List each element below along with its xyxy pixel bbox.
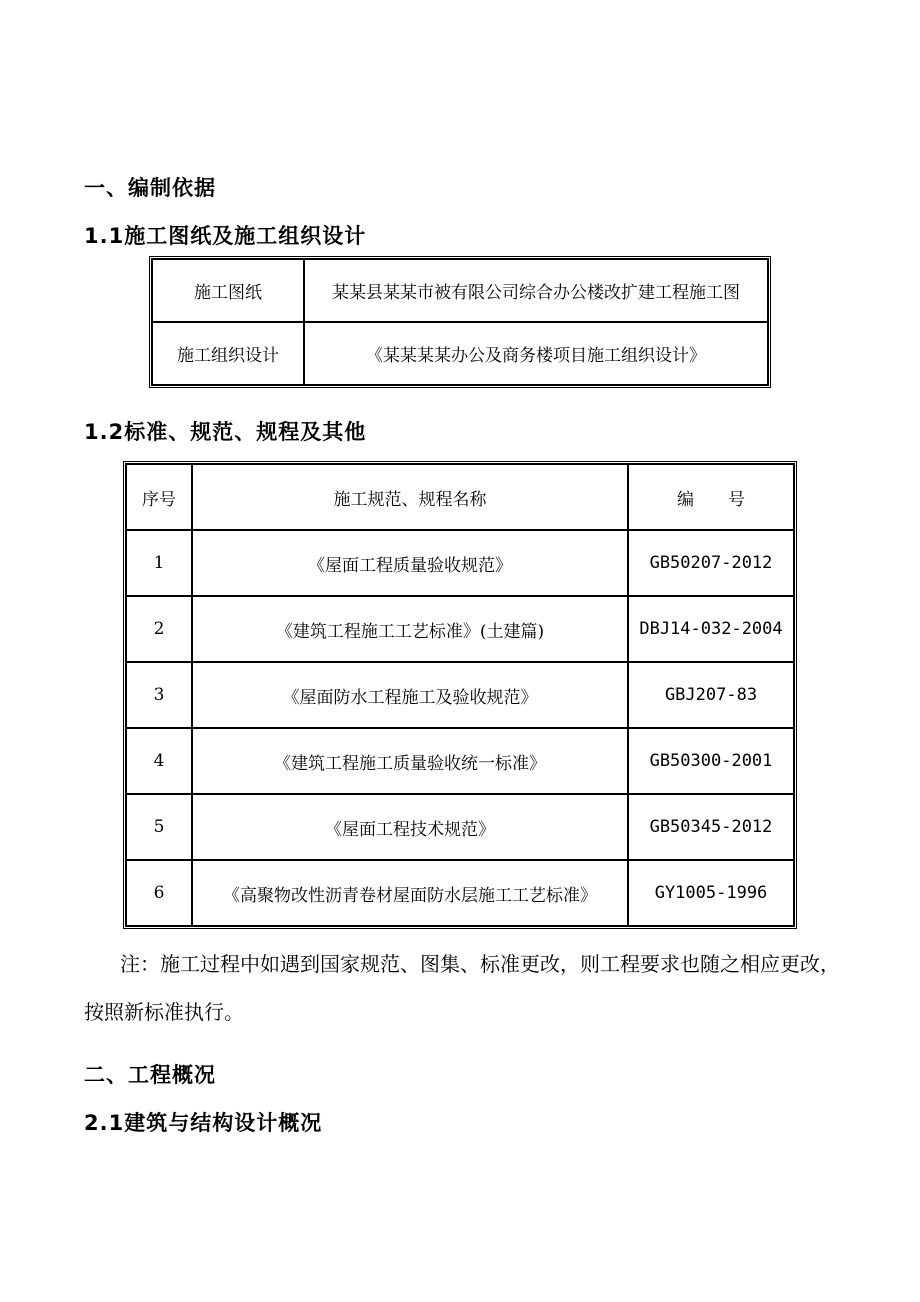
row-name: 《高聚物改性沥青卷材屋面防水层施工工艺标准》 xyxy=(192,860,628,926)
subsection-1-1-title: 1.1施工图纸及施工组织设计 xyxy=(84,224,367,248)
row-code: GB50207-2012 xyxy=(628,530,794,596)
subsection-2-1-title: 2.1建筑与结构设计概况 xyxy=(84,1111,323,1135)
row-code: DBJ14-032-2004 xyxy=(628,596,794,662)
row-name: 《屋面防水工程施工及验收规范》 xyxy=(192,662,628,728)
row-no: 1 xyxy=(126,530,192,596)
table-row xyxy=(126,530,794,596)
section-2-title: 二、工程概况 xyxy=(84,1063,216,1087)
standards-table xyxy=(123,461,797,929)
row-no: 6 xyxy=(126,860,192,926)
org-design-value: 《某某某某办公及商务楼项目施工组织设计》 xyxy=(304,322,768,385)
table-row xyxy=(126,794,794,860)
drawings-table xyxy=(149,256,771,388)
drawings-value: 某某县某某巿被有限公司综合办公楼改扩建工程施工图 xyxy=(304,259,768,322)
row-code: GY1005-1996 xyxy=(628,860,794,926)
header-no: 序号 xyxy=(126,464,192,530)
table-row xyxy=(126,728,794,794)
row-name: 《屋面工程质量验收规范》 xyxy=(192,530,628,596)
row-no: 3 xyxy=(126,662,192,728)
note-paragraph: 注：施工过程中如遇到国家规范、图集、标准更改，则工程要求也随之相应更改，按照新标准执行。 xyxy=(84,952,840,1024)
standards-header-row xyxy=(126,464,794,530)
subsection-1-2-title: 1.2标准、规范、规程及其他 xyxy=(84,420,367,444)
row-no: 4 xyxy=(126,728,192,794)
row-no: 5 xyxy=(126,794,192,860)
row-name: 《建筑工程施工工艺标准》(土建篇) xyxy=(192,596,628,662)
row-code: GB50345-2012 xyxy=(628,794,794,860)
table-row xyxy=(126,860,794,926)
row-name: 《建筑工程施工质量验收统一标准》 xyxy=(192,728,628,794)
row-name: 《屋面工程技术规范》 xyxy=(192,794,628,860)
row-code: GBJ207-83 xyxy=(628,662,794,728)
header-code: 编 号 xyxy=(628,464,794,530)
org-design-label: 施工组织设计 xyxy=(152,322,304,385)
row-code: GB50300-2001 xyxy=(628,728,794,794)
drawings-label: 施工图纸 xyxy=(152,259,304,322)
header-name: 施工规范、规程名称 xyxy=(192,464,628,530)
table-row xyxy=(126,596,794,662)
section-1-title: 一、编制依据 xyxy=(84,176,216,200)
table-row xyxy=(126,662,794,728)
row-no: 2 xyxy=(126,596,192,662)
